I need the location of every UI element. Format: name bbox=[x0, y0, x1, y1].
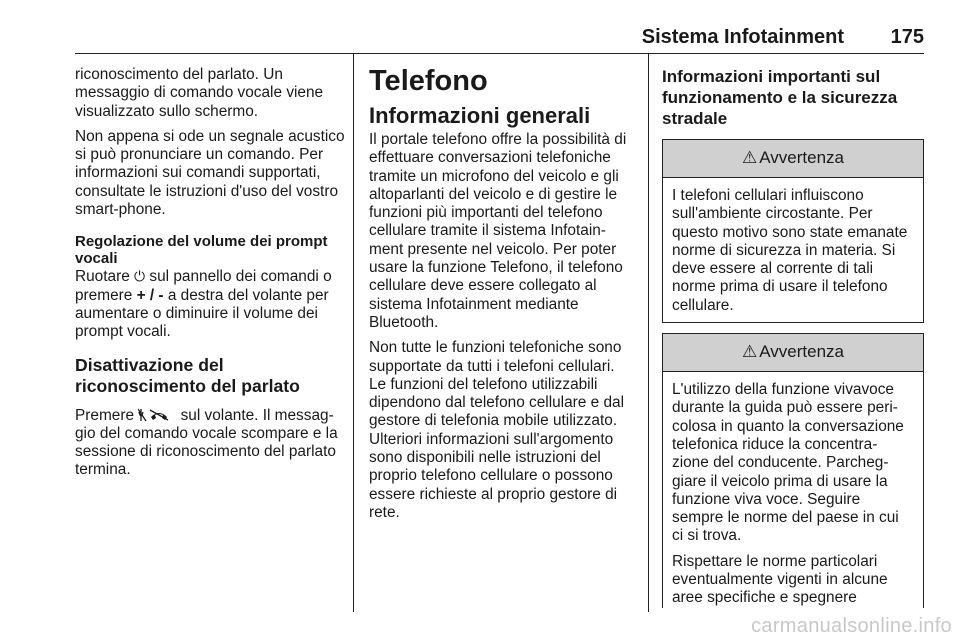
warning-text: I telefoni cellulari influiscono sull'ambiente circostante. Per questo motivo sono state emanate norme di sicurezza in materia. Si deve essere al corrente di tali norme prima di usare il telefono cellulare. bbox=[672, 187, 908, 314]
page-number: 175 bbox=[890, 26, 924, 48]
text: a destra del volante per aumentare o diminuire il volume dei prompt vocali. bbox=[75, 286, 329, 341]
text: sul pannello dei comandi o premere bbox=[75, 268, 332, 304]
warning-heading: Avvertenza bbox=[759, 148, 844, 168]
subheading-volume: Regolazione del volume dei prompt vocali bbox=[75, 233, 328, 268]
warning-heading: Avvertenza bbox=[759, 342, 844, 362]
volume-keys: + / - bbox=[136, 286, 164, 304]
running-title: Sistema Infotainment bbox=[641, 26, 844, 48]
section-title: Informazioni generali bbox=[369, 103, 591, 128]
section-title: Informazioni importanti sul funzionamento e la sicurezza stradale bbox=[662, 67, 898, 128]
header-rule bbox=[75, 53, 924, 54]
warning-body bbox=[663, 178, 923, 315]
voice-off-icon bbox=[138, 407, 176, 423]
warning-text: Rispettare le norme particolari eventualmente vigenti in alcune aree specifiche e spegnere bbox=[672, 552, 888, 607]
paragraph: Il portale telefono offre la possibilità di effettuare conversazioni telefoniche tramite un microfono del veicolo e gli altoparlanti del veicolo e di gestire le funzioni più importanti del telefono cellulare tramite il sistema Infotain-ment presente nel veicolo. Per poter usare la funzione Telefono, il telefono cellulare deve essere collegato al sistema Infotainment mediante Bluetooth. bbox=[369, 131, 627, 331]
power-knob-icon: ⏻ bbox=[134, 268, 146, 285]
page-header bbox=[75, 26, 924, 54]
column-divider-2 bbox=[648, 53, 649, 612]
column-divider-1 bbox=[353, 53, 354, 612]
warning-icon: ⚠ bbox=[742, 342, 758, 362]
text: Premere bbox=[75, 406, 139, 424]
text: Ruotare bbox=[75, 268, 135, 286]
paragraph: Non tutte le funzioni telefoniche sono supportate da tutti i telefoni cellulari. Le funzioni del telefono utilizzabili dipendono dal telefono cellulare e dal gestore di telefonia mobile utilizzato. Ulteriori informazioni sull'argomento sono disponibili nelle istruzioni del proprio telefono cellulare o possono essere richieste al proprio gestore di rete. bbox=[369, 339, 624, 521]
warning-text: L'utilizzo della funzione vivavoce durante la guida può essere peri-colosa in quanto la conversazione telefonica riduce la concentra-zione del conducente. Parcheg-giare il veicolo prima di usare la funzione viva voce. Seguire sempre le norme del paese in cui ci si trova. bbox=[672, 381, 904, 545]
paragraph: Non appena si ode un segnale acustico si può pronunciare un comando. Per informazioni sui comandi supportati, consultate le istruzioni d'uso del vostro smart-phone. bbox=[75, 127, 345, 219]
watermark: carmanualsonline.info bbox=[751, 615, 952, 637]
paragraph: riconoscimento del parlato. Un messaggio di comando vocale viene visualizzato sullo schermo. bbox=[75, 66, 324, 120]
warning-icon: ⚠ bbox=[742, 148, 758, 168]
column-3 bbox=[662, 66, 924, 618]
paragraph-volume bbox=[75, 267, 345, 341]
text: sul volante. Il messag-gio del comando vocale scompare e la sessione di riconoscimento del parlato termina. bbox=[75, 406, 338, 479]
chapter-title: Telefono bbox=[369, 65, 488, 97]
warning-header bbox=[663, 140, 923, 178]
warning-box bbox=[662, 333, 924, 608]
paragraph-disable bbox=[75, 406, 345, 480]
warning-header bbox=[663, 334, 923, 372]
warning-box bbox=[662, 139, 924, 323]
column-2 bbox=[369, 66, 634, 529]
column-1 bbox=[75, 66, 345, 487]
warning-body bbox=[663, 372, 923, 608]
section-heading-disable: Disattivazione del riconoscimento del parlato bbox=[75, 354, 300, 396]
